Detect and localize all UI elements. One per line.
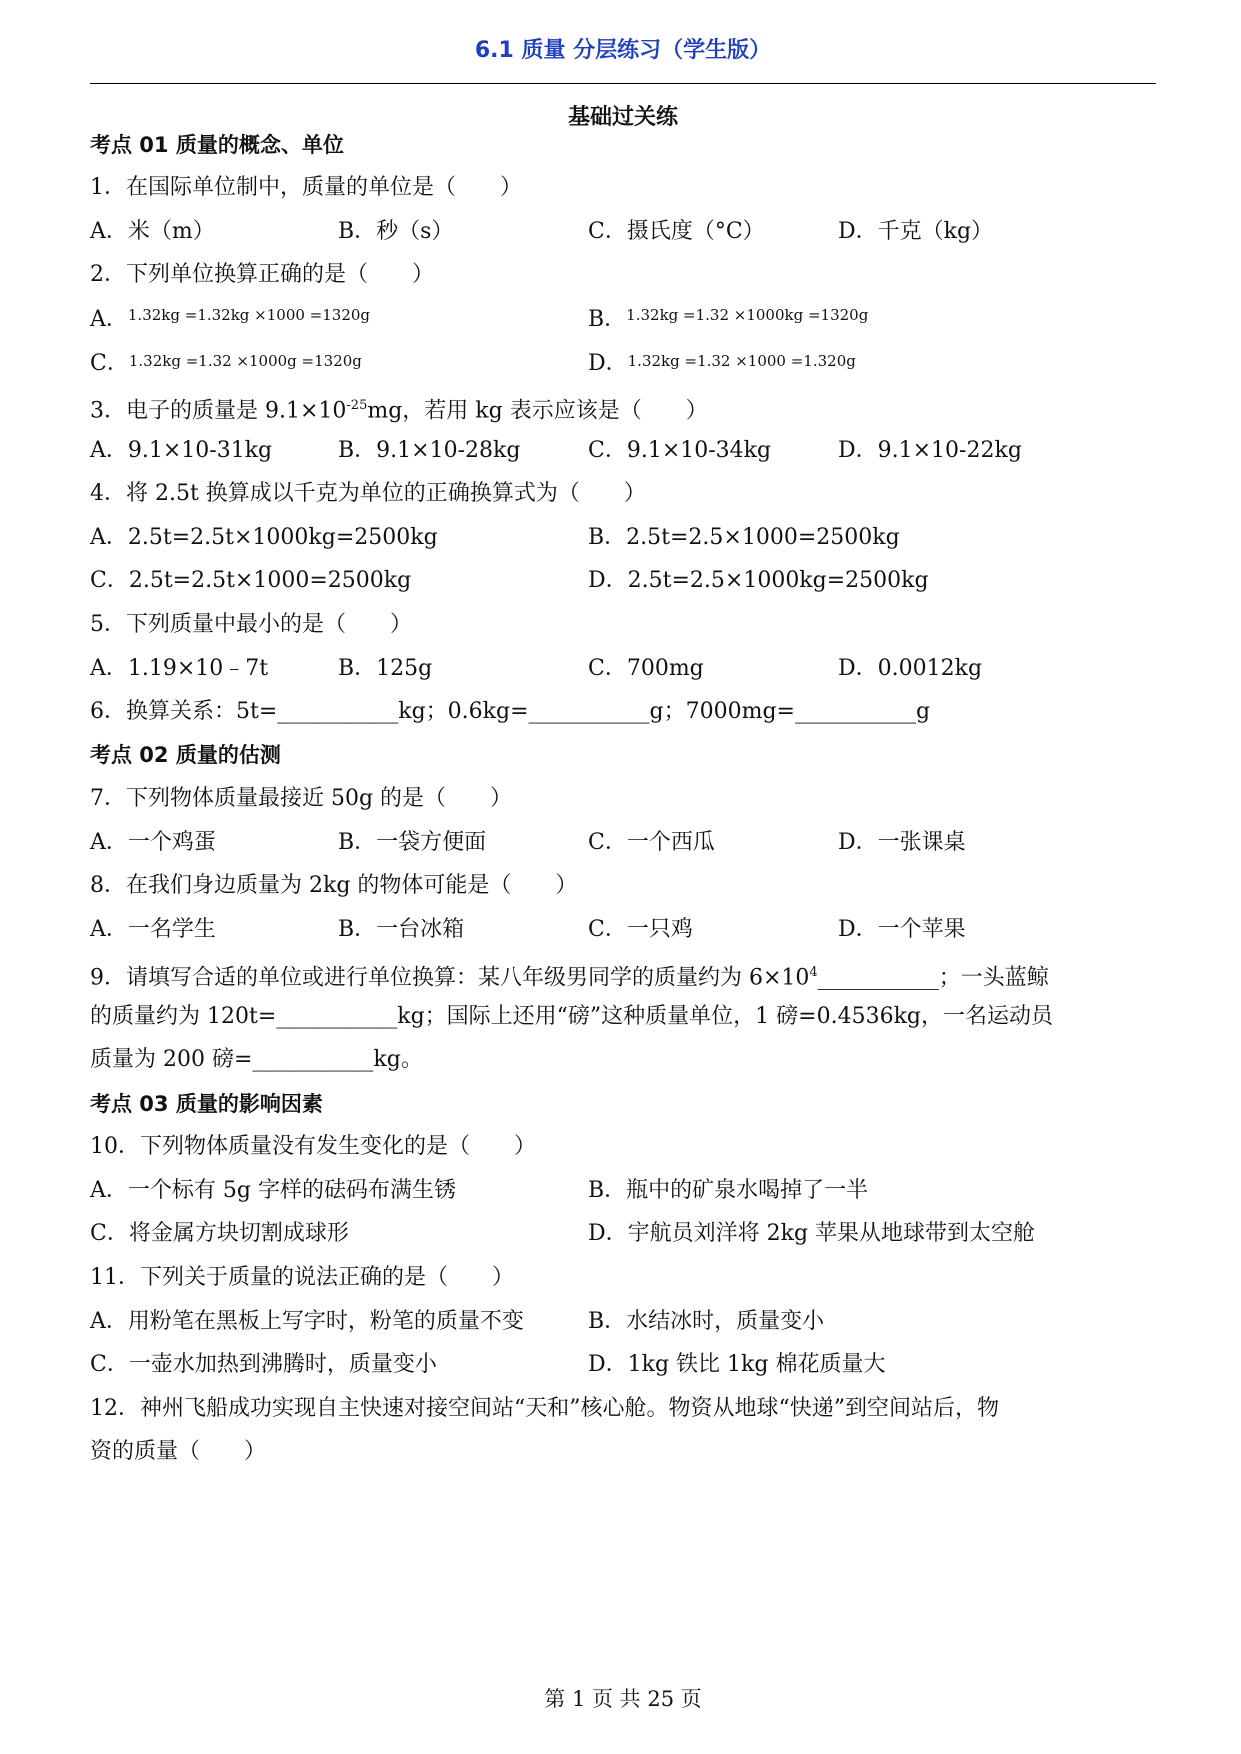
question-4-stem: 4．将 2.5t 换算成以千克为单位的正确换算式为（ ） — [90, 481, 646, 506]
question-1-option-c: C．摄氏度（°C） — [588, 219, 765, 244]
question-5-option-d: D．0.0012kg — [838, 656, 983, 681]
question-10-option-c: C．将金属方块切割成球形 — [90, 1221, 349, 1246]
question-7-option-b: B．一袋方便面 — [338, 830, 487, 855]
header-rule — [90, 83, 1156, 84]
stem-text: mg，若用 kg 表示应该是（ ） — [367, 398, 708, 424]
question-12-line-1: 12．神州飞船成功实现自主快速对接空间站“天和”核心舱。物资从地球“快递”到空间站后，物 — [90, 1396, 999, 1421]
option-label: C． — [90, 351, 129, 376]
question-10-option-a: A．一个标有 5g 字样的砝码布满生锈 — [90, 1178, 456, 1203]
question-11-stem: 11．下列关于质量的说法正确的是（ ） — [90, 1265, 514, 1290]
question-2-stem: 2．下列单位换算正确的是（ ） — [90, 262, 434, 287]
question-2-option-d — [588, 350, 856, 379]
question-8-stem: 8．在我们身边质量为 2kg 的物体可能是（ ） — [90, 873, 578, 898]
question-5-option-a: A．1.19×10﹣7t — [90, 656, 269, 681]
topic-heading-02: 考点 02 质量的估测 — [90, 743, 281, 767]
question-8-option-d: D．一个苹果 — [838, 917, 966, 942]
topic-heading-03: 考点 03 质量的影响因素 — [90, 1092, 323, 1116]
question-3-option-c: C．9.1×10-34kg — [588, 438, 772, 463]
question-3-stem — [90, 392, 708, 425]
question-11-option-d: D．1kg 铁比 1kg 棉花质量大 — [588, 1352, 886, 1377]
question-3-option-b: B．9.1×10-28kg — [338, 438, 521, 463]
question-11-option-a: A．用粉笔在黑板上写字时，粉笔的质量不变 — [90, 1309, 524, 1334]
question-1-stem: 1．在国际单位制中，质量的单位是（ ） — [90, 175, 522, 200]
question-8-option-b: B．一台冰箱 — [338, 917, 465, 942]
document-title: 6.1 质量 分层练习（学生版） — [474, 38, 772, 63]
question-4-option-a: A．2.5t=2.5t×1000kg=2500kg — [90, 525, 438, 550]
question-2-option-b — [588, 306, 868, 335]
question-9-line-2: 的质量约为 120t=___________kg；国际上还用“磅”这种质量单位，1 磅=0.4536kg，一名运动员 — [90, 1004, 1053, 1029]
option-formula: 1.32kg =1.32 ×1000kg =1320g — [626, 306, 869, 324]
option-label: B． — [588, 307, 627, 332]
question-8-option-c: C．一只鸡 — [588, 917, 693, 942]
question-9-line-3: 质量为 200 磅=___________kg。 — [90, 1047, 423, 1072]
option-formula: 1.32kg =1.32 ×1000g =1320g — [128, 352, 362, 370]
stem-text: ___________；一头蓝鲸 — [817, 965, 1049, 991]
question-4-option-b: B．2.5t=2.5×1000=2500kg — [588, 525, 900, 550]
stem-text: 9．请填写合适的单位或进行单位换算：某八年级男同学的质量约为 6×10 — [90, 965, 810, 991]
question-7-option-a: A．一个鸡蛋 — [90, 830, 216, 855]
question-11-option-c: C．一壶水加热到沸腾时，质量变小 — [90, 1352, 437, 1377]
question-7-option-d: D．一张课桌 — [838, 830, 966, 855]
question-5-option-b: B．125g — [338, 656, 433, 681]
question-1-option-a: A．米（m） — [90, 219, 215, 244]
option-label: A． — [90, 307, 128, 332]
question-1-option-d: D．千克（kg） — [838, 219, 994, 244]
question-7-option-c: C．一个西瓜 — [588, 830, 715, 855]
question-3-option-d: D．9.1×10-22kg — [838, 438, 1022, 463]
question-9-line-1 — [90, 959, 1049, 992]
question-5-option-c: C．700mg — [588, 656, 704, 681]
option-formula: 1.32kg =1.32 ×1000 =1.320g — [627, 352, 856, 370]
question-11-option-b: B．水结冰时，质量变小 — [588, 1309, 825, 1334]
question-8-option-a: A．一名学生 — [90, 917, 216, 942]
question-10-option-d: D．宇航员刘洋将 2kg 苹果从地球带到太空舱 — [588, 1221, 1036, 1246]
question-4-option-d: D．2.5t=2.5×1000kg=2500kg — [588, 568, 929, 593]
question-10-stem: 10．下列物体质量没有发生变化的是（ ） — [90, 1134, 536, 1159]
option-formula: 1.32kg =1.32kg ×1000 =1320g — [127, 306, 371, 324]
option-label: D． — [588, 351, 628, 376]
section-title: 基础过关练 — [567, 105, 678, 130]
question-7-stem: 7．下列物体质量最接近 50g 的是（ ） — [90, 786, 513, 811]
exponent: -25 — [346, 398, 368, 413]
question-2-option-a — [90, 306, 370, 335]
question-10-option-b: B．瓶中的矿泉水喝掉了一半 — [588, 1178, 869, 1203]
question-12-line-2: 资的质量（ ） — [90, 1439, 267, 1464]
exponent: 4 — [809, 965, 818, 980]
question-3-option-a: A．9.1×10-31kg — [90, 438, 273, 463]
stem-text: 3．电子的质量是 9.1×10 — [90, 398, 347, 424]
question-5-stem: 5．下列质量中最小的是（ ） — [90, 612, 412, 637]
question-1-option-b: B．秒（s） — [338, 219, 454, 244]
page-footer: 第 1 页 共 25 页 — [544, 1687, 702, 1711]
question-2-option-c — [90, 350, 362, 379]
question-4-option-c: C．2.5t=2.5t×1000=2500kg — [90, 568, 412, 593]
topic-heading-01: 考点 01 质量的概念、单位 — [90, 133, 344, 157]
question-6-stem: 6．换算关系：5t=___________kg；0.6kg=___________g；7000mg=___________g — [90, 699, 931, 724]
